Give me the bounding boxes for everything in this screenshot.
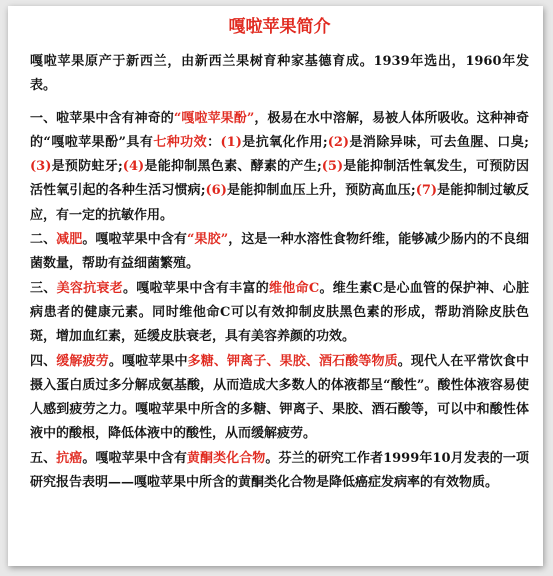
s1-text-8: 是能抑制活性氧发生，可预防因活性氧引起的各种生活习惯病; [30,159,529,199]
s1-highlight-7: (5) [321,159,344,175]
s1-text-10: 是能抑制过敏反应，有一定的抗敏作用。 [30,183,529,223]
s4-text-3: 。现代人在平常饮食中摄入蛋白质过多分解成氨基酸，从而造成大多数人的体液都呈“酸性”。酸性体液容易使人感到疲劳之力。嘎啦苹果中所含的多糖、钾离子、果胶、酒石酸等，可以中和酸性体液中的酸根，降低体液中的酸性，从而缓解疲劳。 [30,353,529,442]
document-page [8,6,543,566]
s4-highlight-2: 多糖、钾离子、果胶、酒石酸等物质 [187,353,398,369]
intro-paragraph: 嘎啦苹果原产于新西兰，由新西兰果树育种家基德育成。1939年选出，1960年发表。 [30,54,529,94]
s2-text-2: 。嘎啦苹果中含有 [82,232,187,248]
s2-highlight-1: 减肥 [56,232,83,248]
s4-text-1: 四、 [30,353,57,369]
s1-text-4: 是抗氧化作用; [241,134,328,150]
s2-text-1: 二、 [30,232,57,248]
s5-text-3: 。芬兰的研究工作者1999年10月发表的一项研究报告表明——嘎啦苹果中所含的黄酮类化合物是降低癌症发病率的有效物质。 [30,450,529,491]
s1-highlight-9: (7) [415,183,438,199]
s1-highlight-6: (4) [122,159,145,175]
s1-highlight-4: (2) [327,134,350,150]
s1-text-9: 是能抑制血压上升，预防高血压; [226,183,416,199]
s3-text-1: 三、 [30,280,57,296]
section-5-paragraph [30,447,529,496]
s5-text-2: 。嘎啦苹果中含有 [82,450,187,466]
s5-highlight-1: 抗癌 [56,450,83,466]
s2-text-3: ，这是一种水溶性食物纤维，能够减少肠内的不良细菌数量，帮助有益细菌繁殖。 [30,232,529,272]
s1-highlight-2: 七种功效 [153,134,208,150]
s5-text-1: 五、 [30,450,57,466]
s1-highlight-1: “嘎啦苹果酚” [173,110,255,126]
s2-highlight-2: “果胶” [186,232,229,248]
s1-text-6: 是预防蛀牙; [51,159,123,175]
section-4-paragraph [30,350,529,447]
s3-highlight-1: 美容抗衰老 [56,280,123,296]
s5-highlight-2: 黄酮类化合物 [186,450,266,466]
s3-text-3: 。维生素C是心血管的保护神、心脏病患者的健康元素。同时维他命C可以有效抑制皮肤黑色素的形成，帮助消除皮肤色斑，增加血红素，延缓皮肤衰老，具有美容养颜的功效。 [30,280,529,345]
s1-highlight-3: (1) [220,134,242,150]
s1-text-2: ，极易在水中溶解，易被人体所吸收。这种神奇的“嘎啦苹果酚”具有 [30,110,529,150]
s3-text-2: 。嘎啦苹果中含有丰富的 [122,280,269,296]
s3-highlight-2: 维他命C [269,280,320,296]
section-2-paragraph [30,228,529,277]
s1-text-1: 一、啦苹果中含有神奇的 [30,110,174,126]
s1-text-3: ： [207,134,221,150]
s4-highlight-1: 缓解疲劳 [56,353,109,369]
s1-highlight-5: (3) [30,159,52,175]
s1-text-7: 是能抑制黑色素、酵素的产生; [144,159,322,175]
section-3-paragraph [30,277,529,350]
document-title: 嘎啦苹果简介 [228,17,331,37]
s1-highlight-8: (6) [205,183,227,199]
s1-text-5: 是消除异味，可去鱼腥、口臭; [349,134,529,150]
s4-text-2: 。嘎啦苹果中 [108,353,188,369]
section-1-paragraph [30,107,529,228]
